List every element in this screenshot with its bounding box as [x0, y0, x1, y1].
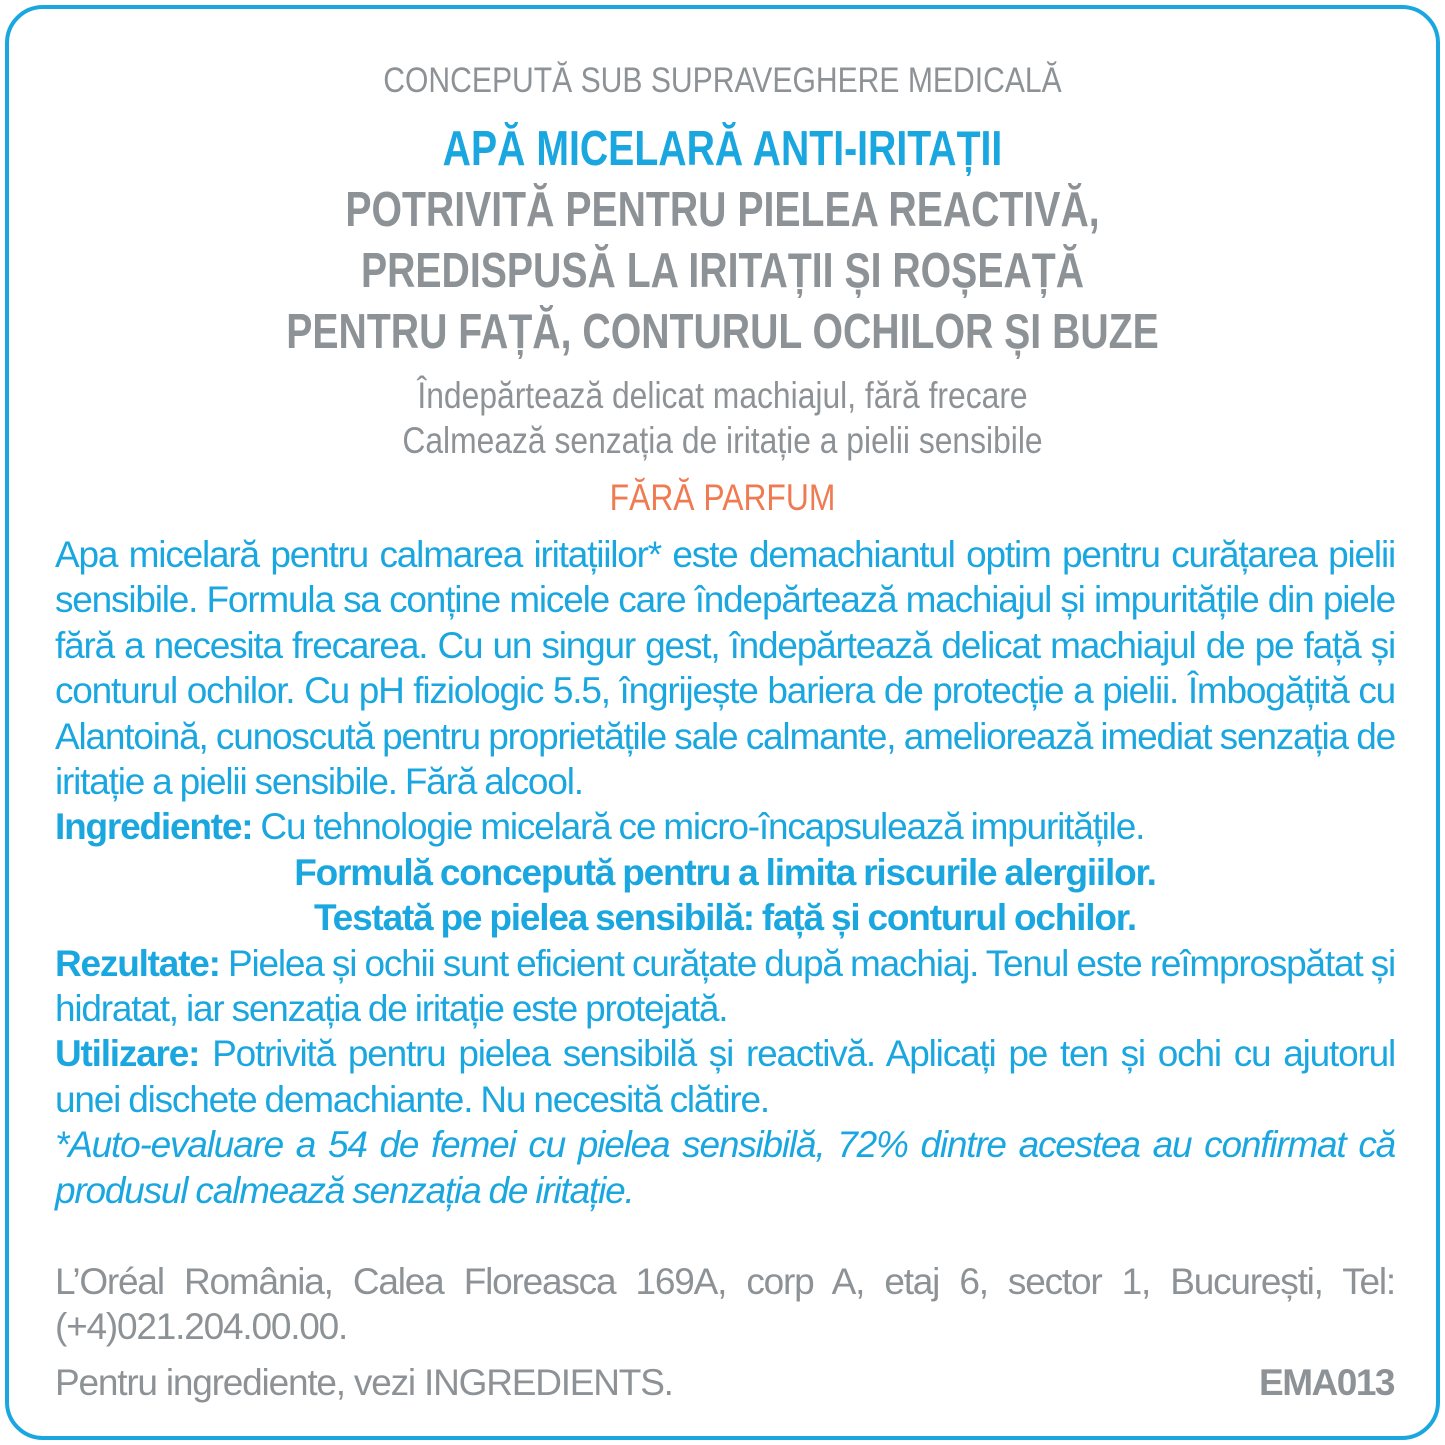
footnote: *Auto-evaluare a 54 de femei cu pielea sensibilă, 72% dintre acestea au confirmat că produsul calmează senzația de iritație. [55, 1124, 1395, 1211]
results-label: Rezultate: [55, 942, 220, 984]
manufacturer-address: L’Oréal România, Calea Floreasca 169A, corp A, etaj 6, sector 1, București, Tel: (+4)021.204.00.00. [55, 1261, 1395, 1348]
results-text: Pielea și ochii sunt eficient curățate după machiaj. Tenul este reîmprospătat și hidratat, iar senzația de iritație este protejată. [55, 942, 1395, 1030]
product-description-block [55, 532, 1395, 1213]
fragrance-free-label: FĂRĂ PARFUM [609, 477, 836, 518]
claim-line-2: Calmează senzația de iritație a pielii sensibile [402, 420, 1043, 461]
usage-paragraph [55, 1031, 1395, 1122]
ingredients-text: Cu tehnologie micelară ce micro-încapsulează impuritățile. [252, 806, 1145, 848]
subtitle-line-1: POTRIVITĂ PENTRU PIELEA REACTIVĂ, [345, 183, 1100, 237]
results-paragraph [55, 941, 1395, 1032]
description-paragraph: Apa micelară pentru calmarea iritațiilor* este demachiantul optim pentru curățarea pielii sensibile. Formula sa conține micele care îndepărtează machiajul și impuritățile din piele fără a necesita frecarea. Cu un singur gest, îndepărtează delicat machiajul de pe față și conturul ochilor. Cu pH fiziologic 5.5, îngrijește bariera de protecție a pielii. Îmbogățită cu Alantoină, cunoscută pentru proprietățile sale calmante, ameliorează imediat senzația de iritație a pielii sensibile. Fără alcool. [55, 534, 1395, 803]
product-code: EMA013 [1259, 1362, 1394, 1403]
ingredients-reference: Pentru ingrediente, vezi INGREDIENTS. [55, 1362, 673, 1403]
tested-line: Testată pe pielea sensibilă: față și conturul ochilor. [314, 897, 1136, 939]
product-label [5, 5, 1440, 1440]
usage-label: Utilizare: [55, 1033, 200, 1075]
allergy-line: Formulă concepută pentru a limita riscurile alergiilor. [294, 851, 1156, 893]
subtitle-line-2: PREDISPUSĂ LA IRITAȚII ȘI ROȘEAȚĂ [360, 244, 1085, 298]
claim-line-1: Îndepărtează delicat machiajul, fără frecare [417, 375, 1028, 416]
ingredients-paragraph [55, 804, 1395, 849]
subtitle-line-3: PENTRU FAȚĂ, CONTURUL OCHILOR ȘI BUZE [286, 305, 1159, 359]
usage-text: Potrivită pentru pielea sensibilă și reactivă. Aplicați pe ten și ochi cu ajutorul unei dischete demachiante. Nu necesită clătire. [55, 1033, 1395, 1120]
product-title: APĂ MICELARĂ ANTI-IRITAȚII [442, 122, 1003, 176]
supervision-note: CONCEPUTĂ SUB SUPRAVEGHERE MEDICALĂ [383, 61, 1062, 100]
ingredients-label: Ingrediente: [55, 806, 253, 848]
